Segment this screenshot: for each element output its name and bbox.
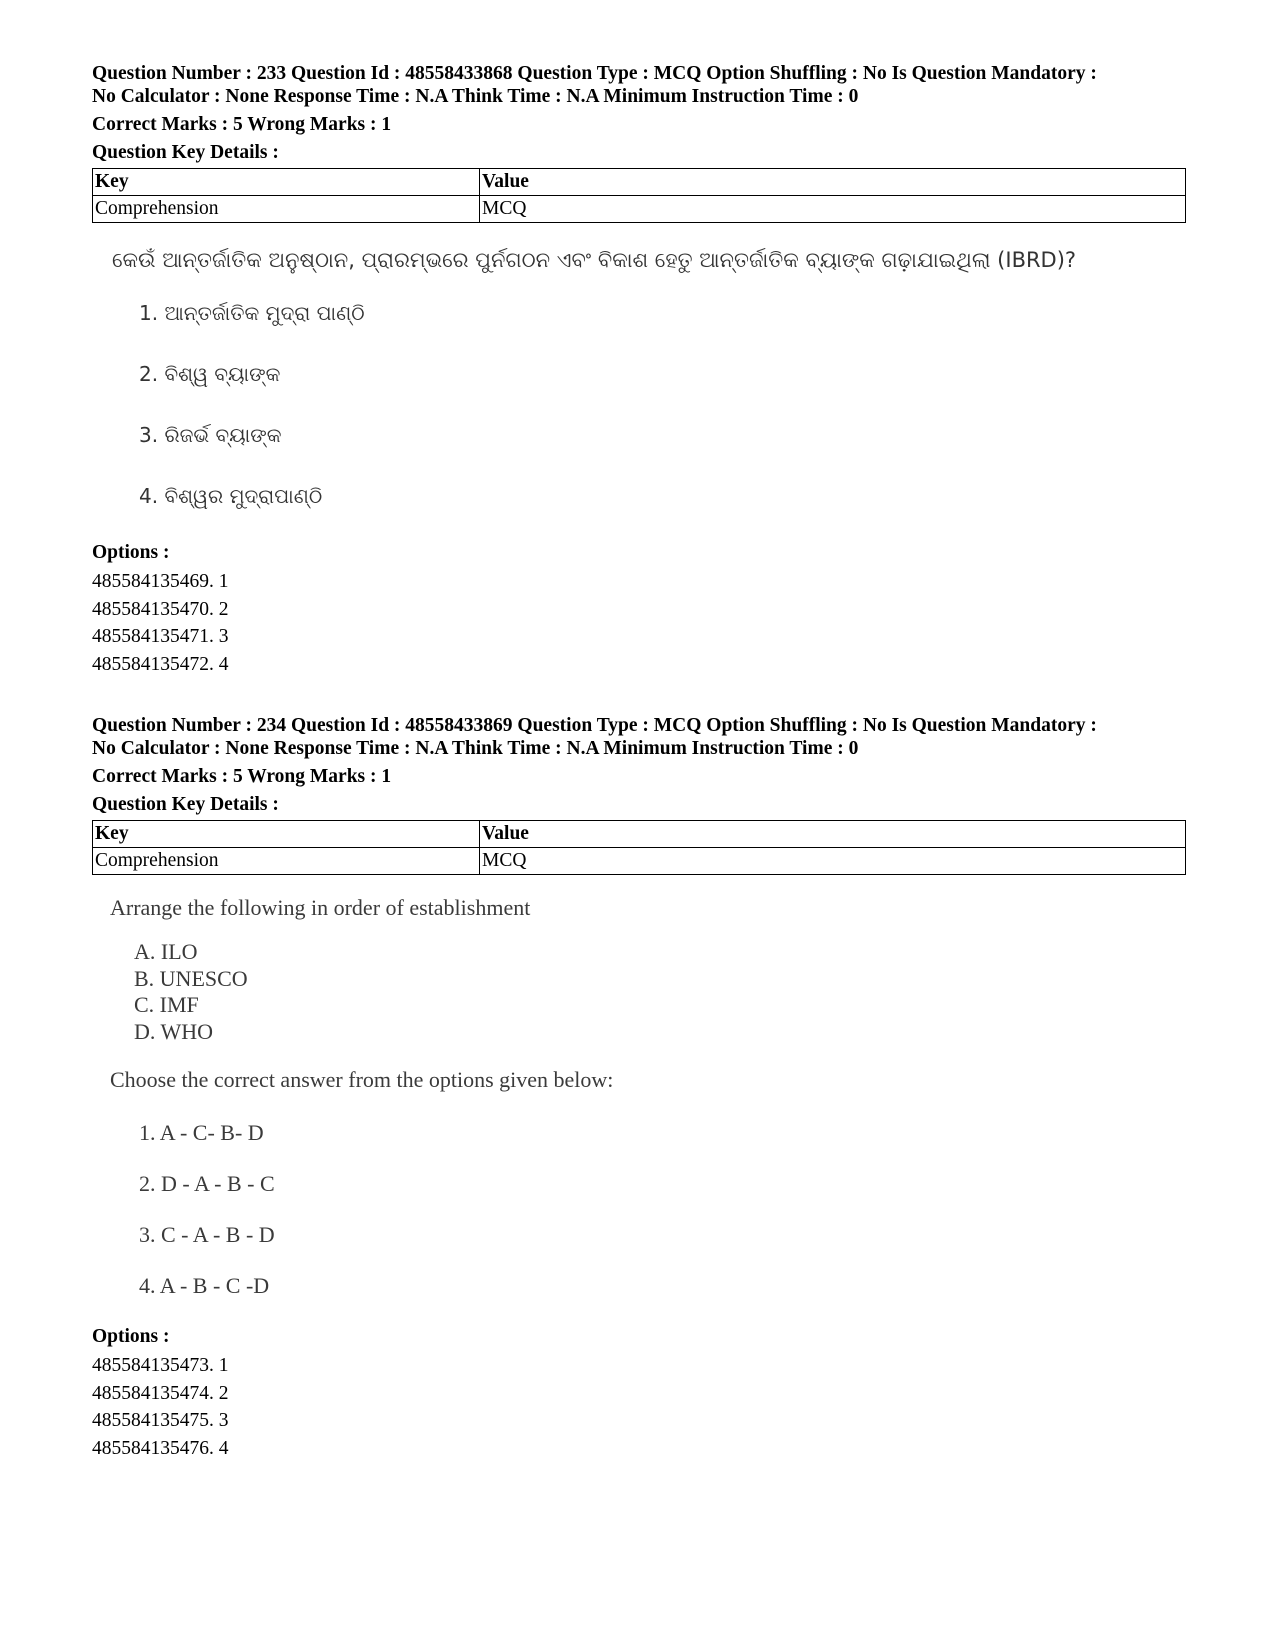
choice-item: 4. A - B - C -D (139, 1273, 270, 1298)
options-list (92, 568, 1186, 678)
key-table-row (93, 196, 1186, 223)
question-header-line1: Question Number : 234 Question Id : 48558433869 Question Type : MCQ Option Shuffling : No Is Question Mandatory : (92, 715, 1097, 736)
key-details-label: Question Key Details : (92, 794, 279, 815)
list-item: C. IMF (134, 992, 199, 1017)
option-item: 485584135473. 1 (92, 1355, 229, 1376)
choice-item: 2. D - A - B - C (139, 1171, 275, 1196)
choice-list (92, 283, 1186, 527)
choose-instruction: Choose the correct answer from the options given below: (110, 1067, 614, 1092)
key-details-label: Question Key Details : (92, 142, 279, 163)
question-body (92, 893, 1186, 1311)
value-cell: MCQ (480, 848, 1186, 875)
key-header-cell: Key (93, 821, 480, 848)
option-item: 485584135474. 2 (92, 1382, 229, 1404)
key-header-cell: Key (93, 169, 480, 196)
option-item: 485584135472. 4 (92, 653, 229, 675)
key-cell: Comprehension (93, 196, 480, 223)
list-item: B. UNESCO (134, 965, 248, 991)
question-header-line2: No Calculator : None Response Time : N.A Think Time : N.A Minimum Instruction Time : 0 (92, 86, 859, 107)
question-header (92, 62, 1186, 108)
choice-list (92, 1107, 1186, 1311)
question-header-line2: No Calculator : None Response Time : N.A Think Time : N.A Minimum Instruction Time : 0 (92, 738, 859, 759)
value-header-cell: Value (480, 821, 1186, 848)
options-label: Options : (92, 542, 170, 563)
choice-item: 1. ଆନ୍ତର୍ଜାତିକ ମୁଦ୍ରା ପାଣ୍ଠି (139, 301, 365, 325)
key-table-header-row (93, 169, 1186, 196)
option-item: 485584135475. 3 (92, 1410, 229, 1431)
question-header-line1: Question Number : 233 Question Id : 48558433868 Question Type : MCQ Option Shuffling : No Is Question Mandatory : (92, 63, 1097, 84)
key-details-table (92, 168, 1186, 223)
marks-line: Correct Marks : 5 Wrong Marks : 1 (92, 766, 392, 787)
key-table-header-row (93, 821, 1186, 848)
question-233 (92, 62, 1186, 678)
list-item: A. ILO (134, 939, 198, 964)
question-234 (92, 714, 1186, 1462)
question-body (92, 245, 1186, 527)
choice-item: 3. ରିଜର୍ଭ ବ୍ୟାଙ୍କ (139, 423, 282, 447)
item-list (134, 939, 1186, 1045)
value-header-cell: Value (480, 169, 1186, 196)
option-item: 485584135476. 4 (92, 1437, 229, 1459)
question-text: କେଉଁ ଆନ୍ତର୍ଜାତିକ ଅନୁଷ୍ଠାନ, ପ୍ରାରମ୍ଭରେ ପୁର୍ନଗଠନ ଏବଂ ବିକାଶ ହେତୁ ଆନ୍ତର୍ଜାତିକ ବ୍ୟାଙ୍କ ଗଢ଼ାଯାଇଥିଲା (IBRD)? (112, 248, 1077, 272)
key-cell: Comprehension (93, 848, 480, 875)
value-cell: MCQ (480, 196, 1186, 223)
document-page (92, 62, 1186, 1462)
key-details-table (92, 820, 1186, 875)
option-item: 485584135471. 3 (92, 626, 229, 647)
choice-item: 1. A - C- B- D (139, 1120, 264, 1145)
list-item: D. WHO (134, 1018, 214, 1044)
choice-item: 2. ବିଶ୍ୱ ବ୍ୟାଙ୍କ (139, 362, 281, 386)
option-item: 485584135469. 1 (92, 571, 229, 592)
options-list (92, 1352, 1186, 1462)
marks-line: Correct Marks : 5 Wrong Marks : 1 (92, 114, 392, 135)
choice-item: 3. C - A - B - D (139, 1222, 275, 1247)
option-item: 485584135470. 2 (92, 598, 229, 620)
question-statement: Arrange the following in order of establishment (110, 895, 531, 920)
options-label: Options : (92, 1326, 170, 1347)
question-header (92, 714, 1186, 760)
choice-item: 4. ବିଶ୍ୱର ମୁଦ୍ରାପାଣ୍ଠି (139, 484, 323, 508)
key-table-row (93, 848, 1186, 875)
